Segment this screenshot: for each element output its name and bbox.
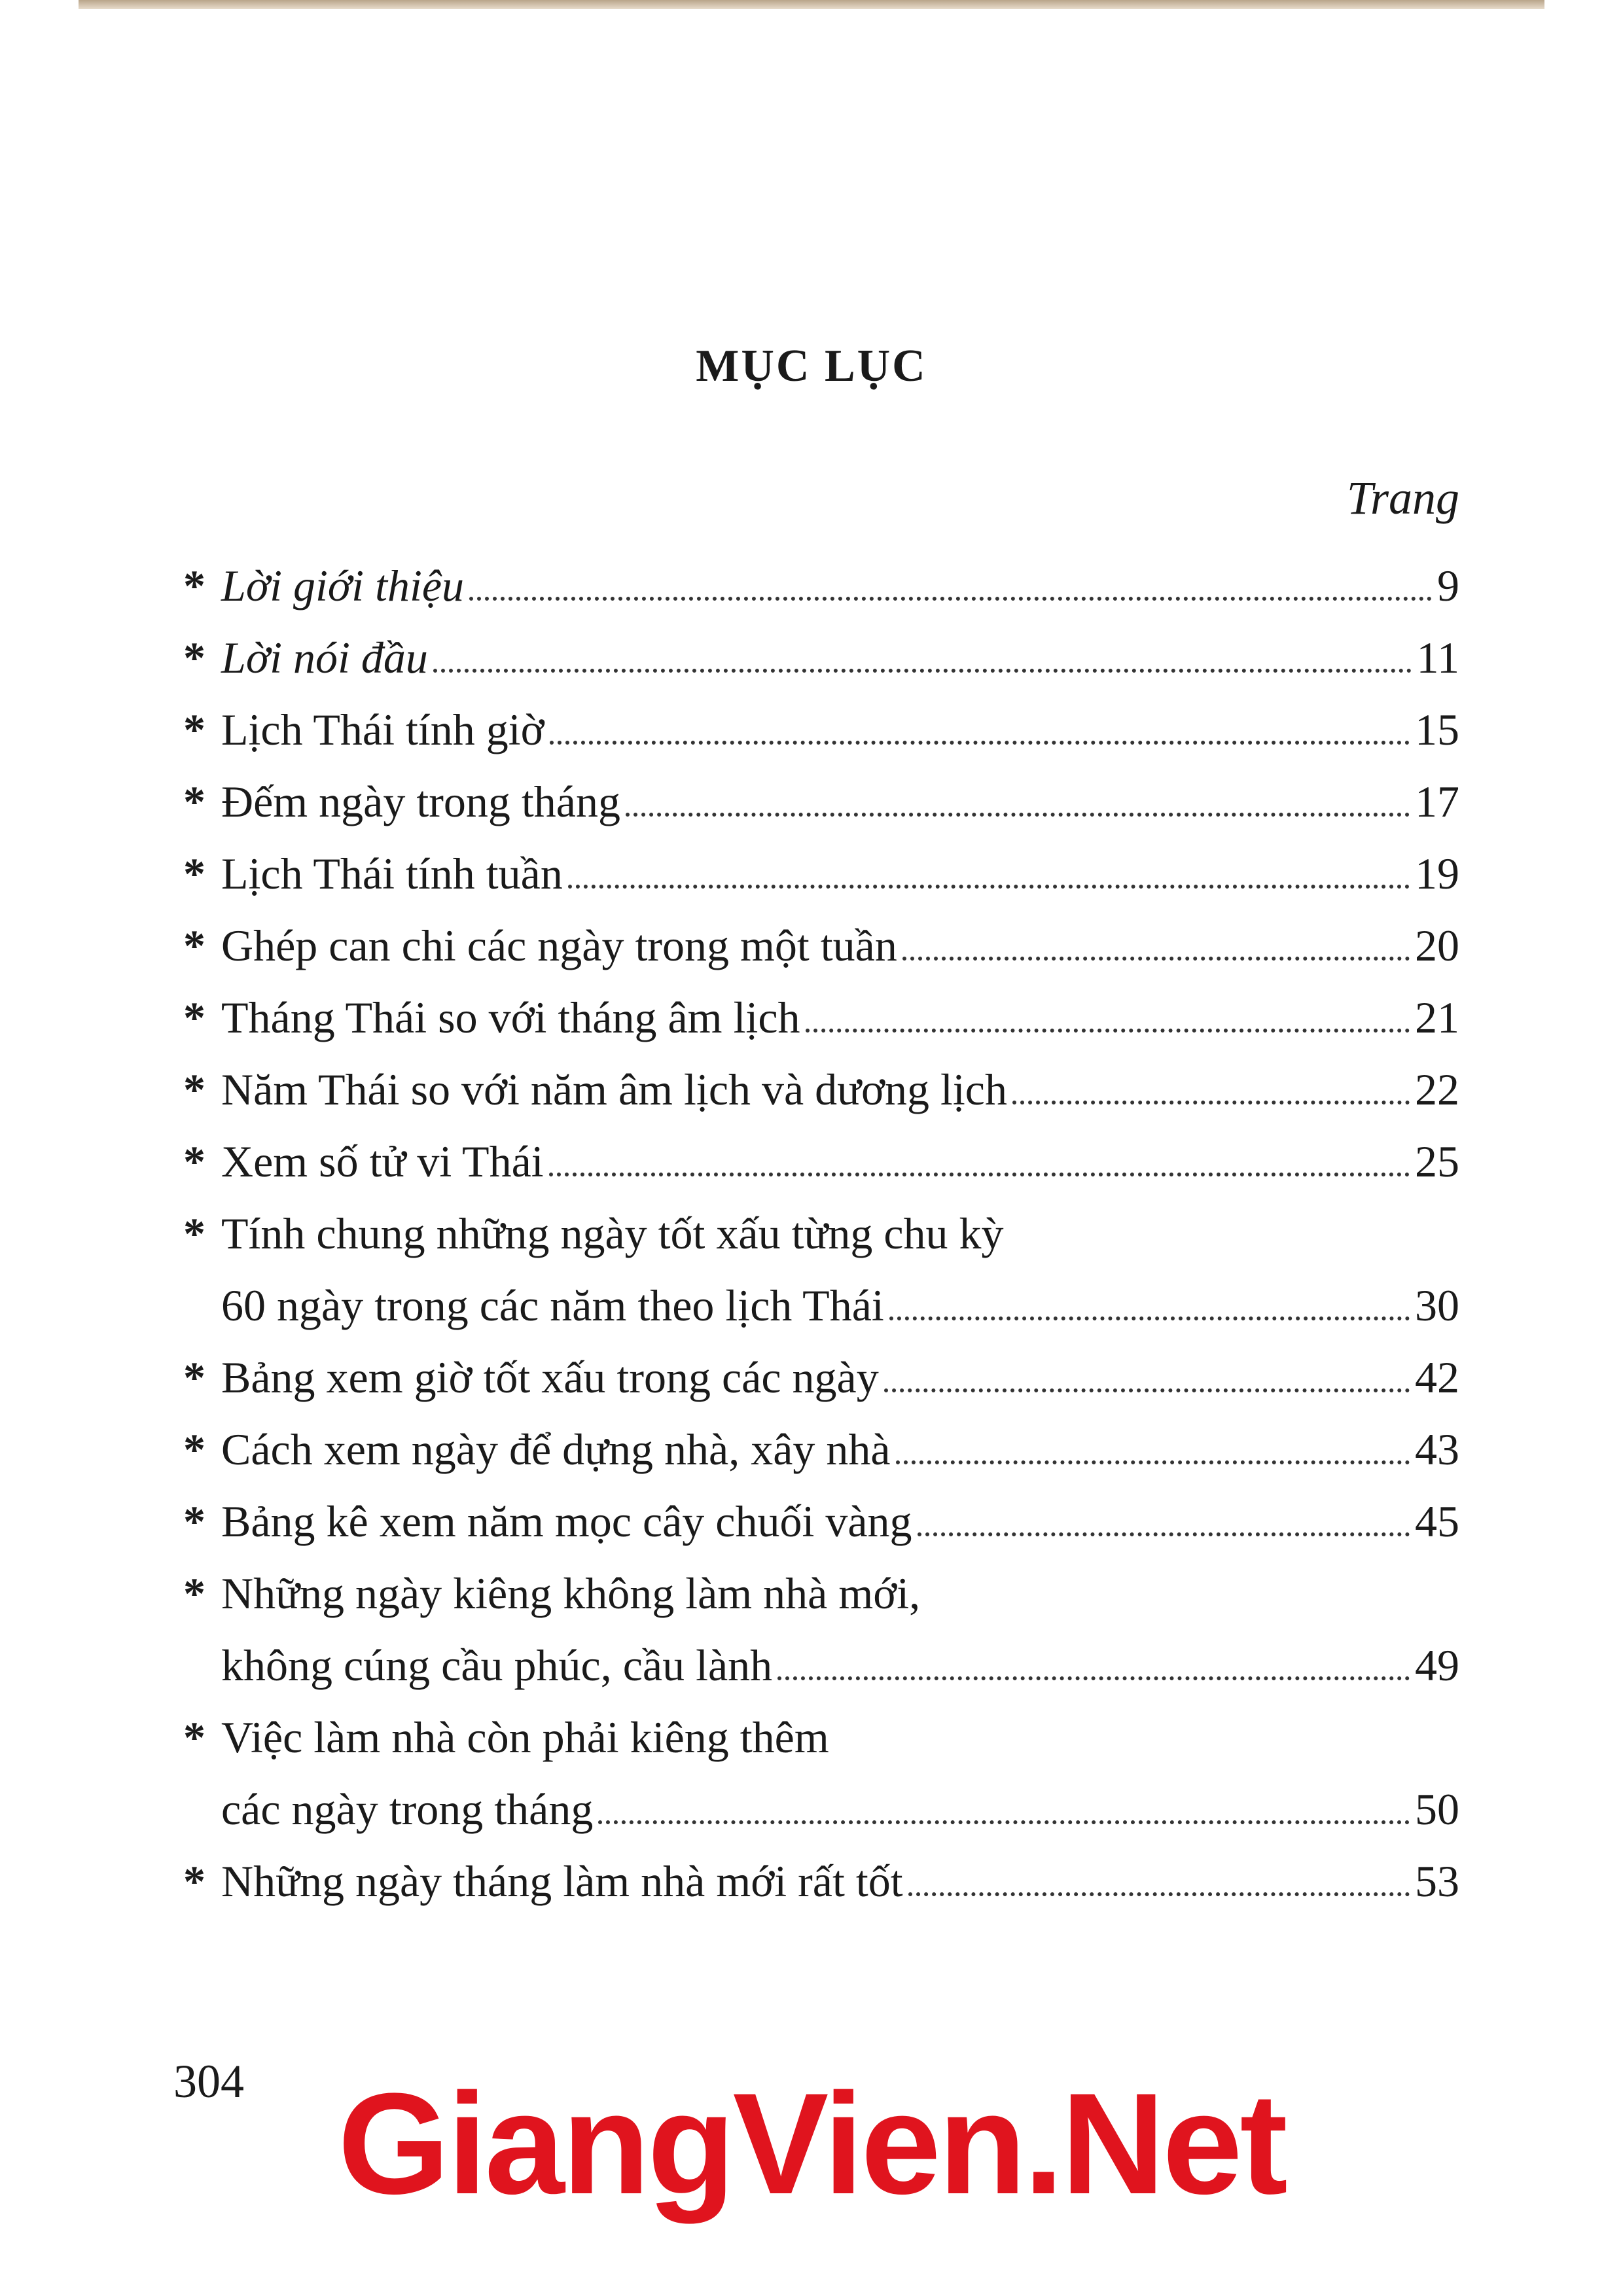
toc-entry	[183, 1413, 1459, 1485]
bullet-marker: *	[183, 921, 205, 970]
toc-entry-line	[183, 766, 1459, 838]
page-top-edge	[79, 0, 1544, 9]
dot-leader	[918, 1532, 1410, 1536]
toc-page-number: 19	[1415, 849, 1459, 898]
page-column-label: Trang	[1346, 472, 1459, 524]
bullet-marker: *	[183, 777, 205, 826]
toc-entry	[183, 981, 1459, 1053]
page-number: 304	[173, 2055, 244, 2108]
toc-entry-text: Ghép can chi các ngày trong một tuần	[221, 921, 897, 970]
dot-leader	[549, 1173, 1410, 1176]
toc-entry-line	[183, 1413, 1459, 1485]
toc-entry-text: 60 ngày trong các năm theo lịch Thái	[221, 1280, 884, 1330]
dot-leader	[896, 1460, 1410, 1464]
bullet-marker: *	[183, 1209, 205, 1258]
bullet-marker: *	[183, 849, 205, 898]
dot-leader	[908, 1892, 1410, 1896]
toc-entry	[183, 1557, 1459, 1701]
dot-leader	[1012, 1101, 1410, 1104]
toc-entry	[183, 910, 1459, 981]
toc-entry-text: Đếm ngày trong tháng	[221, 777, 620, 826]
toc-entry-line	[183, 1845, 1459, 1917]
toc-entry-line	[183, 1269, 1459, 1341]
toc-entry	[183, 694, 1459, 766]
toc-page-number: 45	[1415, 1496, 1459, 1546]
bullet-marker: *	[183, 1856, 205, 1906]
toc-entry-line	[183, 622, 1459, 694]
toc-entry-text: Cách xem ngày để dựng nhà, xây nhà	[221, 1424, 891, 1474]
bullet-marker: *	[183, 1568, 205, 1618]
toc-entry-text: Lịch Thái tính tuần	[221, 849, 563, 898]
toc-page-number: 20	[1415, 921, 1459, 970]
dot-leader	[806, 1029, 1410, 1033]
toc-page-number: 22	[1415, 1065, 1459, 1114]
toc-entry-line	[183, 1125, 1459, 1197]
toc-entry-line	[183, 1053, 1459, 1125]
toc-entry-text: Lịch Thái tính giờ	[221, 705, 544, 754]
page-title: MỤC LỤC	[696, 341, 927, 391]
toc-entry-line	[183, 1773, 1459, 1845]
dot-leader	[568, 885, 1410, 889]
toc-entry-text: Tính chung những ngày tốt xấu từng chu kỳ	[221, 1209, 1004, 1258]
toc-entry-line	[183, 1629, 1459, 1701]
toc-entry-text: Năm Thái so với năm âm lịch và dương lịch	[221, 1065, 1007, 1114]
toc-entry-text: Việc làm nhà còn phải kiêng thêm	[221, 1712, 829, 1762]
toc-entry-line	[183, 981, 1459, 1053]
toc-entry	[183, 550, 1459, 622]
toc-entry-line	[183, 910, 1459, 981]
toc-page-number: 50	[1415, 1784, 1459, 1834]
toc-page-number: 11	[1416, 633, 1459, 682]
toc-entry-line	[183, 838, 1459, 910]
toc-entry-line	[183, 1197, 1459, 1269]
toc-entry-text: các ngày trong tháng	[221, 1784, 594, 1834]
toc-entry	[183, 622, 1459, 694]
toc-page-number: 42	[1415, 1352, 1459, 1402]
watermark-text: GiangVien.Net	[338, 2063, 1285, 2224]
toc-page-number: 30	[1415, 1280, 1459, 1330]
toc-page-number: 53	[1415, 1856, 1459, 1906]
toc-entry-line	[183, 1485, 1459, 1557]
toc-entry	[183, 1053, 1459, 1125]
dot-leader	[626, 813, 1410, 817]
bullet-marker: *	[183, 1712, 205, 1762]
dot-leader	[598, 1820, 1410, 1824]
bullet-marker: *	[183, 561, 205, 610]
bullet-marker: *	[183, 705, 205, 754]
toc-entry-text: Bảng xem giờ tốt xấu trong các ngày	[221, 1352, 879, 1402]
bullet-marker: *	[183, 1424, 205, 1474]
toc-entry	[183, 1485, 1459, 1557]
dot-leader	[889, 1316, 1410, 1320]
toc-page-number: 25	[1415, 1137, 1459, 1186]
toc-entry	[183, 1197, 1459, 1341]
toc-entry-text: Xem số tử vi Thái	[221, 1137, 544, 1186]
bullet-marker: *	[183, 1352, 205, 1402]
dot-leader	[902, 957, 1410, 961]
toc-page-number: 49	[1415, 1640, 1459, 1690]
toc-entry	[183, 1701, 1459, 1845]
bullet-marker: *	[183, 633, 205, 682]
toc-entry	[183, 1125, 1459, 1197]
toc-entry-line	[183, 1701, 1459, 1773]
table-of-contents	[183, 550, 1459, 1917]
bullet-marker: *	[183, 993, 205, 1042]
toc-entry-text: không cúng cầu phúc, cầu lành	[221, 1640, 773, 1690]
toc-page-number: 9	[1437, 561, 1459, 610]
dot-leader	[550, 741, 1410, 745]
toc-page-number: 15	[1415, 705, 1459, 754]
toc-entry	[183, 1845, 1459, 1917]
dot-leader	[433, 669, 1412, 673]
dot-leader	[777, 1676, 1410, 1680]
toc-entry-line	[183, 550, 1459, 622]
toc-entry-text: Tháng Thái so với tháng âm lịch	[221, 993, 800, 1042]
toc-entry-text: Bảng kê xem năm mọc cây chuối vàng	[221, 1496, 912, 1546]
bullet-marker: *	[183, 1065, 205, 1114]
toc-entry-line	[183, 1557, 1459, 1629]
toc-entry-text: Lời giới thiệu	[221, 561, 465, 610]
toc-entry-text: Lời nói đầu	[221, 633, 428, 682]
toc-entry	[183, 1341, 1459, 1413]
bullet-marker: *	[183, 1496, 205, 1546]
dot-leader	[469, 597, 1432, 601]
toc-entry-text: Những ngày kiêng không làm nhà mới,	[221, 1568, 921, 1618]
toc-page-number: 21	[1415, 993, 1459, 1042]
toc-page-number: 43	[1415, 1424, 1459, 1474]
dot-leader	[884, 1388, 1410, 1392]
toc-entry	[183, 766, 1459, 838]
toc-entry-line	[183, 694, 1459, 766]
toc-page-number: 17	[1415, 777, 1459, 826]
toc-entry-text: Những ngày tháng làm nhà mới rất tốt	[221, 1856, 903, 1906]
toc-entry	[183, 838, 1459, 910]
toc-entry-line	[183, 1341, 1459, 1413]
bullet-marker: *	[183, 1137, 205, 1186]
